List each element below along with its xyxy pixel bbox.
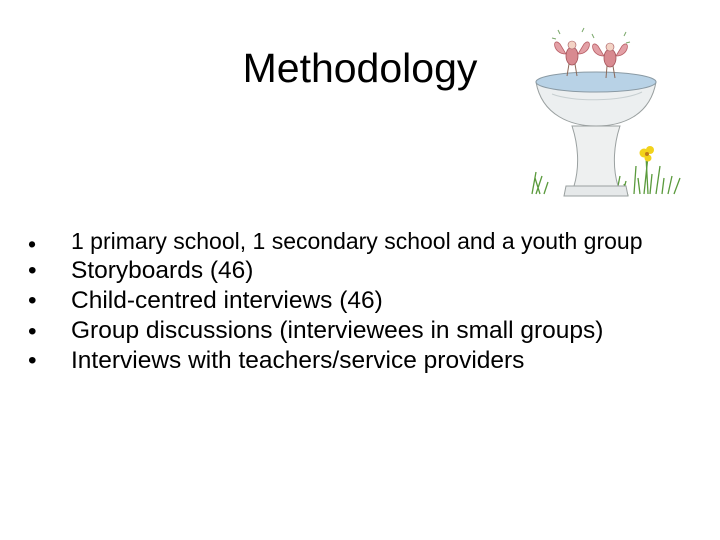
list-item xyxy=(28,257,668,284)
bullet-marker: • xyxy=(28,231,37,257)
bullet-text: Storyboards (46) xyxy=(71,257,254,284)
fairy-left-icon xyxy=(552,28,589,76)
bullet-marker: • xyxy=(28,347,37,374)
bullet-text: 1 primary school, 1 secondary school and a youth group xyxy=(71,228,643,254)
bullet-text: Child-centred interviews (46) xyxy=(71,287,383,314)
list-item xyxy=(28,287,668,314)
bullet-text: Interviews with teachers/service providers xyxy=(71,347,525,374)
list-item xyxy=(28,347,668,374)
bullet-list xyxy=(28,229,668,377)
bullet-marker: • xyxy=(28,318,37,345)
fairy-right-icon xyxy=(592,32,630,78)
bullet-marker: • xyxy=(28,287,37,314)
bullet-text: Group discussions (interviewees in small groups) xyxy=(71,317,604,344)
bird-bath-icon xyxy=(522,26,694,204)
list-item xyxy=(28,317,668,344)
bullet-marker: • xyxy=(28,257,37,284)
slide-title: Methodology xyxy=(242,45,478,91)
bird-bath-fairies-illustration xyxy=(522,26,694,204)
flower-icon xyxy=(640,146,655,194)
list-item xyxy=(28,228,668,257)
